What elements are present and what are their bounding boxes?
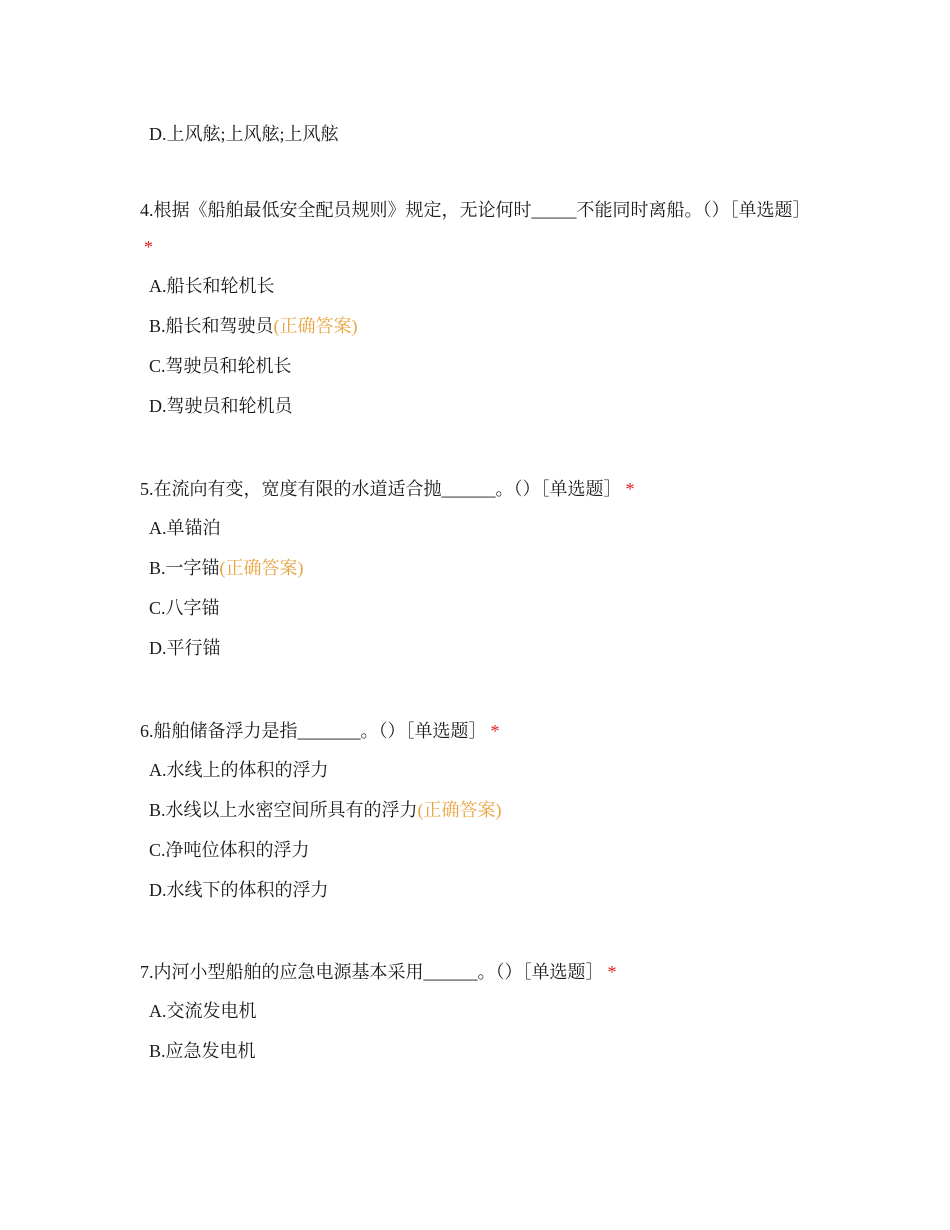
- option-text: D.水线下的体积的浮力: [149, 880, 329, 900]
- correct-answer-marker: (正确答案): [219, 558, 304, 578]
- option-text: B.船长和驾驶员: [149, 316, 274, 336]
- option-text: A.水线上的体积的浮力: [149, 760, 329, 780]
- option-list: [140, 273, 820, 419]
- option-item: [149, 313, 820, 339]
- question-6: [140, 713, 820, 917]
- option-item: [149, 393, 820, 419]
- option-text: A.单锚泊: [149, 518, 221, 538]
- option-item: [149, 877, 820, 903]
- question-text: 5.在流向有变，宽度有限的水道适合抛______。（）［单选题］: [140, 479, 622, 499]
- question-title: [140, 192, 820, 266]
- option-text: C.八字锚: [149, 598, 220, 618]
- option-item: [149, 595, 820, 621]
- option-list: [140, 757, 820, 903]
- option-text: B.水线以上水密空间所具有的浮力: [149, 800, 418, 820]
- question-title: [140, 471, 820, 508]
- option-item: [149, 273, 820, 299]
- option-item: [149, 555, 820, 581]
- question-7: [140, 954, 820, 1078]
- question-4: [140, 192, 820, 433]
- option-item: [149, 635, 820, 661]
- option-text: C.驾驶员和轮机长: [149, 356, 292, 376]
- required-mark: *: [607, 962, 617, 982]
- correct-answer-marker: (正确答案): [273, 316, 358, 336]
- option-text: A.交流发电机: [149, 1001, 257, 1021]
- option-text: B.一字锚: [149, 558, 220, 578]
- required-mark: *: [625, 479, 635, 499]
- option-item: [149, 797, 820, 823]
- option-item: [149, 353, 820, 379]
- question-text: 7.内河小型船舶的应急电源基本采用______。（）［单选题］: [140, 962, 604, 982]
- correct-answer-marker: (正确答案): [417, 800, 502, 820]
- required-mark: *: [144, 237, 153, 257]
- option-item: D.上风舷;上风舷;上风舷: [149, 124, 339, 144]
- option-item: [149, 837, 820, 863]
- option-item: [149, 1038, 820, 1064]
- option-list: [140, 998, 820, 1064]
- option-item: [149, 757, 820, 783]
- option-text: B.应急发电机: [149, 1041, 256, 1061]
- question-5: [140, 471, 820, 675]
- option-text: A.船长和轮机长: [149, 276, 275, 296]
- question-title: [140, 713, 820, 750]
- option-item: [149, 998, 820, 1024]
- question-text: 6.船舶储备浮力是指_______。（）［单选题］: [140, 721, 487, 741]
- question-title: [140, 954, 820, 991]
- option-text: C.净吨位体积的浮力: [149, 840, 310, 860]
- required-mark: *: [490, 721, 500, 741]
- option-list: [140, 515, 820, 661]
- option-text: D.驾驶员和轮机员: [149, 396, 293, 416]
- question-text: 4.根据《船舶最低安全配员规则》规定，无论何时_____不能同时离船。（）［单选题］: [140, 200, 811, 220]
- option-text: D.平行锚: [149, 638, 221, 658]
- option-item: [149, 515, 820, 541]
